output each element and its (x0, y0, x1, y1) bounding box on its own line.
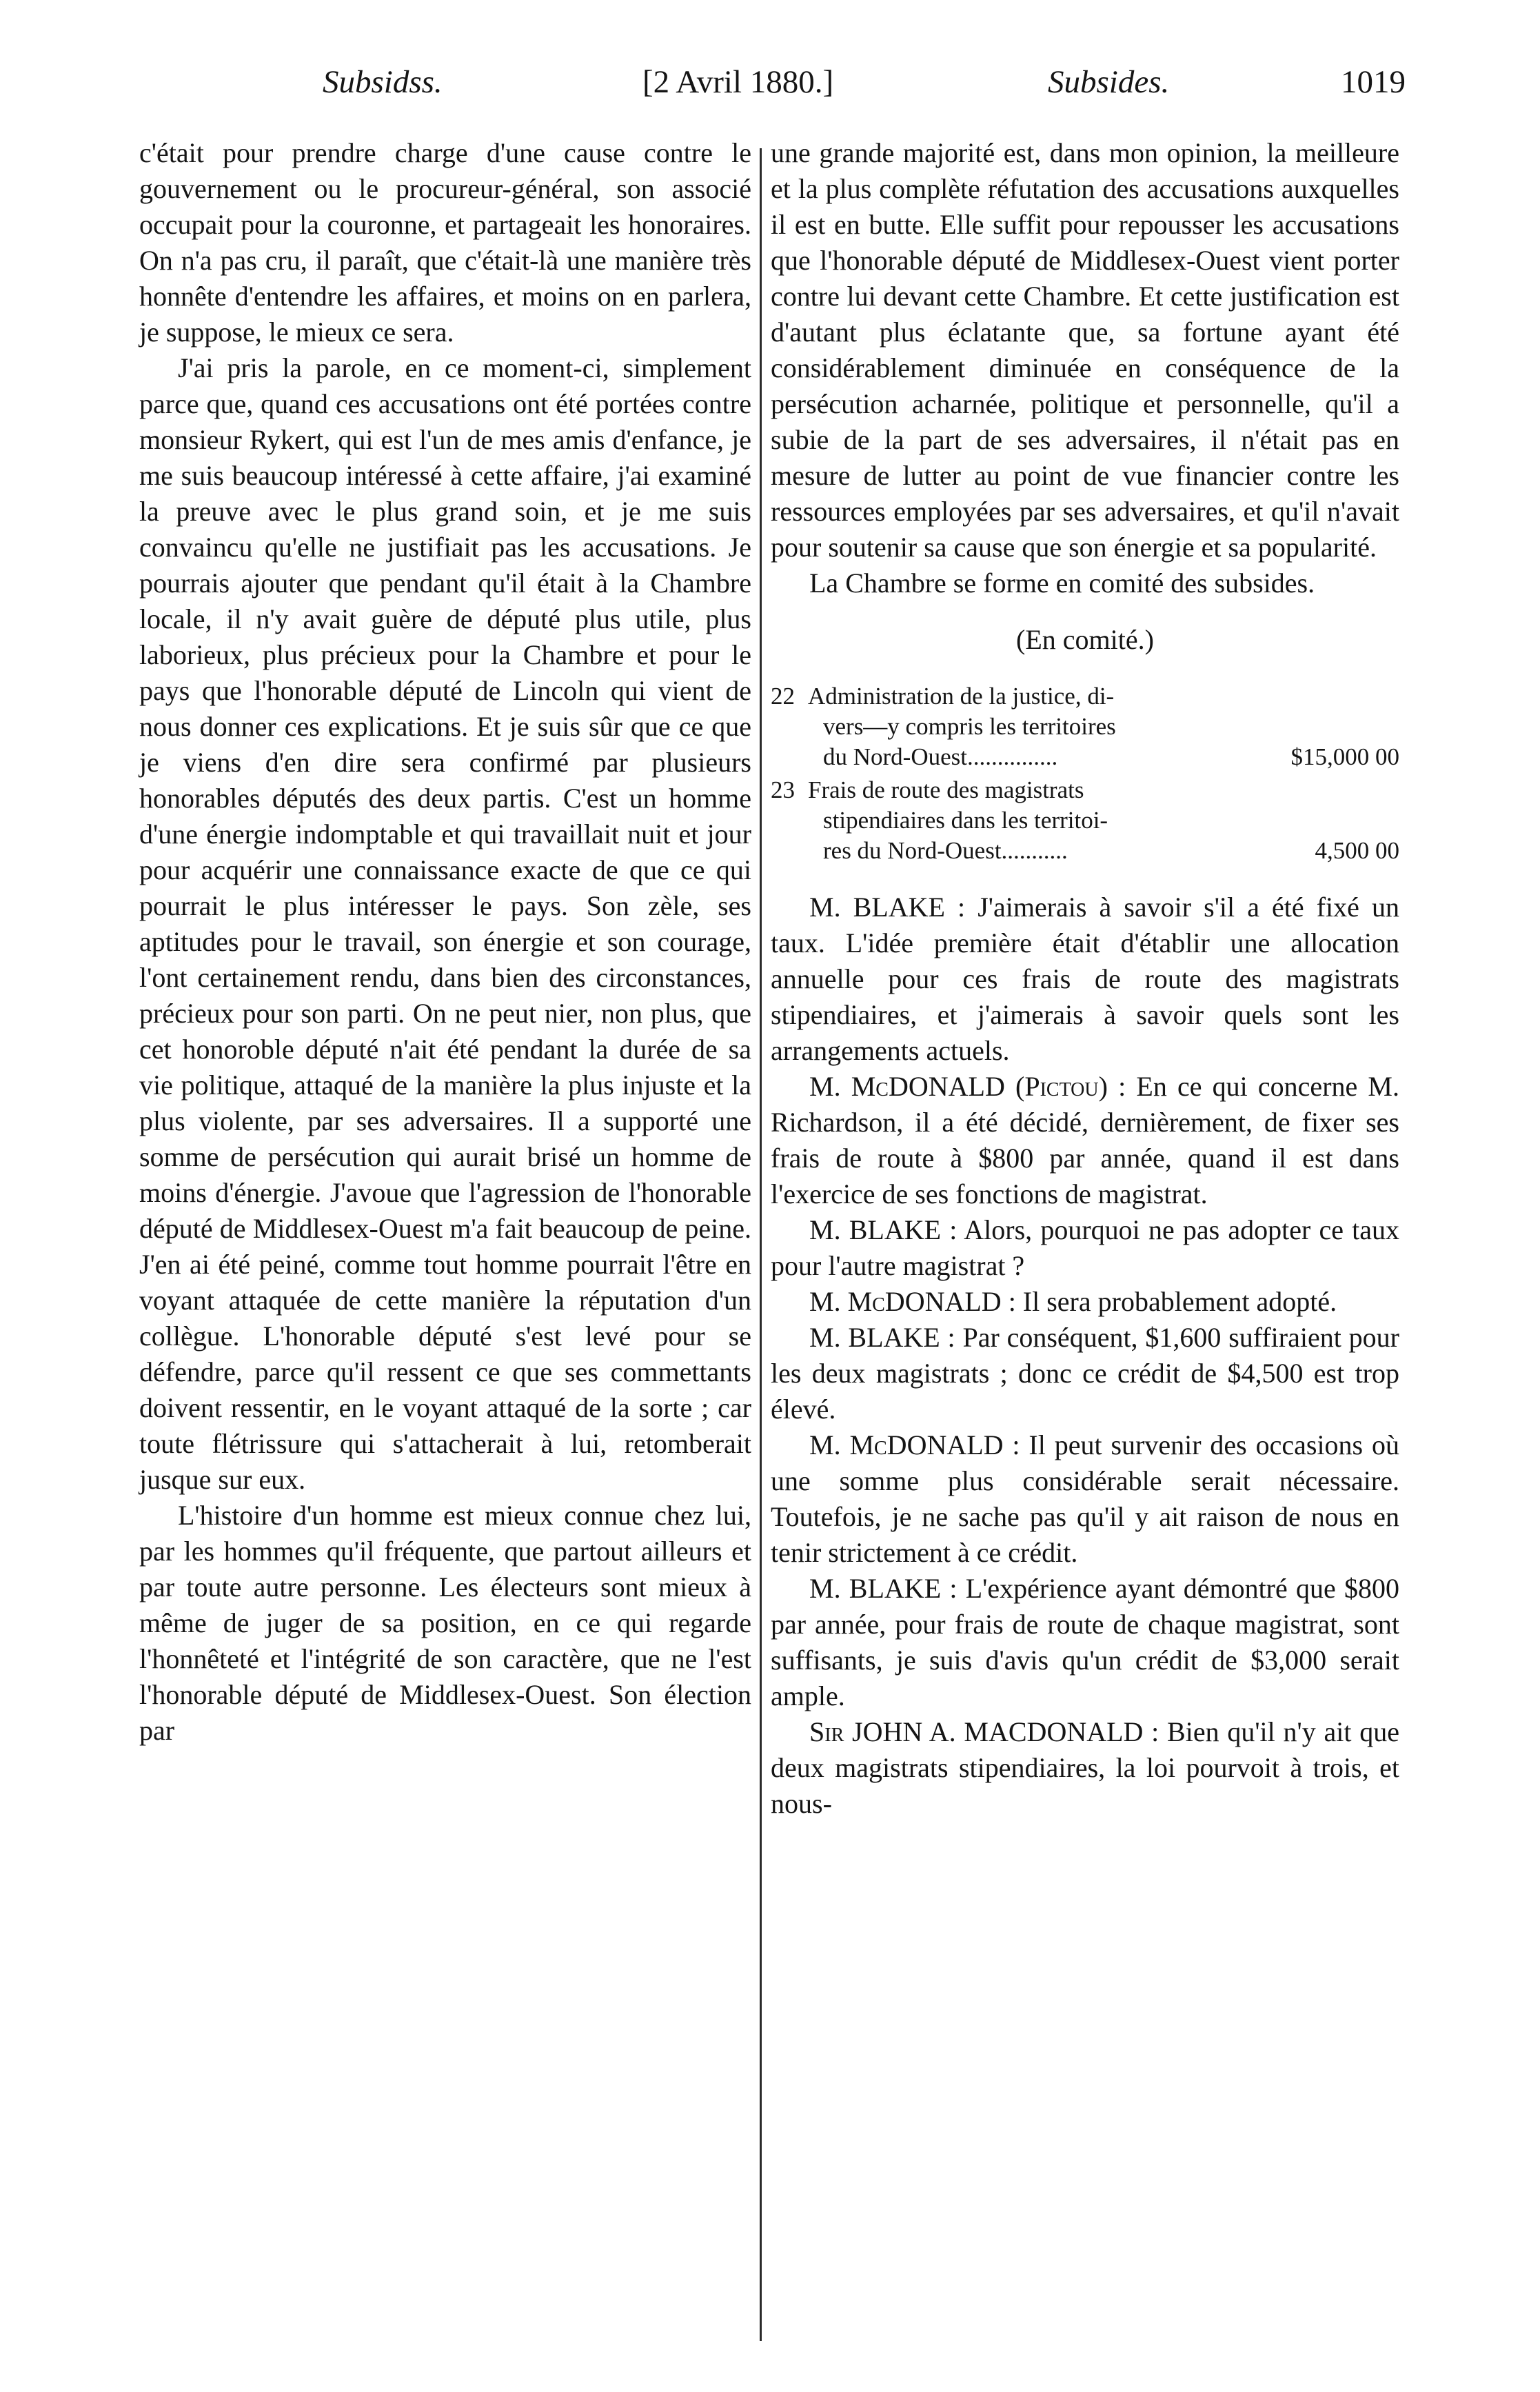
speaker-name: M. McDONALD (809, 1286, 1002, 1317)
speech-text: : Il peut survenir des occasions où une somme plus considérable serait nécessaire. Toutefois, je ne sache pas qu'il y ait raison de nous en tenir strictement à ce crédit. (771, 1429, 1399, 1568)
supply-item (771, 775, 1399, 866)
speech-text: : En ce qui concerne M. Richardson, il a été décidé, dernièrement, de fixer ses frais de route à $800 par année, quand il est dans l'exercice de ses fonctions de magistrat. (771, 1071, 1399, 1209)
paragraph: La Chambre se forme en comité des subsides. (809, 567, 1315, 599)
paragraph: L'histoire d'un homme est mieux connue chez lui, par les hommes qu'il fréquente, que partout ailleurs et par toute autre personne. Les électeurs sont mieux à même de juger de sa position, en ce qui regarde l'honnêteté et l'intégrité de son caractère, que ne l'est l'honorable député de Middlesex-Ouest. Son élection par (139, 1500, 751, 1746)
speech (771, 1427, 1399, 1571)
speech-text: : J'aimerais à savoir s'il a été fixé un taux. L'idée première était d'établir une allocation annuelle pour ces frais de route des magistrats stipendiaires, et j'aimerais à savoir quels sont les arrangements actuels. (771, 892, 1399, 1066)
paragraph: J'ai pris la parole, en ce moment-ci, simplement parce que, quand ces accusations ont été portées contre monsieur Rykert, qui est l'un de mes amis d'enfance, je me suis beaucoup intéressé à cette affaire, j'ai examiné la preuve avec le plus grand soin, et je me suis convaincu qu'elle ne justifiait pas les accusations. Je pourrais ajouter que pendant qu'il était à la Chambre locale, il n'y avait guère de député plus utile, plus laborieux, plus précieux pour la Chambre et pour le pays que l'honorable député de Lincoln qui vient de nous donner ces explications. Et je suis sûr que ce que je viens d'en dire sera confirmé par plusieurs honorables députés des deux partis. C'est un homme d'une énergie indomptable et qui travaillait nuit et jour pour acquérir une connaissance exacte de que ce qui pourrait le plus intéresser le pays. Son zèle, ses aptitudes pour le travail, son énergie et son courage, l'ont certainement rendu, dans bien des circonstances, précieux pour son parti. On ne peut nier, non plus, que cet honoroble député n'ait été pendant la durée de sa vie politique, attaqué de la manière la plus injuste et la plus violente, par ses adversaires. Il a supporté une somme de persécution qui aurait brisé un homme de moins d'énergie. J'avoue que l'agression de l'honorable député de Middlesex-Ouest m'a fait beaucoup de peine. J'en ai été peiné, comme tout homme pourrait l'être en voyant attaquée de cette manière la réputation d'un collègue. L'honorable député s'est levé pour se défendre, parce qu'il ressent ce que ses commettants doivent ressentir, en le voyant attaqué de la sorte ; car toute flétrissure qui s'attacherait à lui, retomberait jusque sur eux. (139, 352, 751, 1495)
item-line: Frais de route des magistrats (808, 776, 1084, 803)
item-number: 23 (771, 776, 795, 803)
item-amount: 4,500 00 (1315, 837, 1399, 864)
page-header (0, 63, 1540, 125)
item-line: stipendiaires dans les territoi- (823, 807, 1108, 834)
speech-text: : Bien qu'il n'y ait que deux magistrats stipendiaires, la loi pourvoit à trois, et nous- (771, 1716, 1399, 1819)
speech (771, 1714, 1399, 1822)
paragraph: c'était pour prendre charge d'une cause contre le gouvernement ou le procureur-général, son associé occupait pour la couronne, et partageait les honoraires. On n'a pas cru, il paraît, que c'était-là une manière très honnête d'entendre les affaires, et moins on en parlera, je suppose, le mieux ce sera. (139, 137, 751, 348)
item-line-with-amount (808, 836, 1399, 866)
item-line: vers—y compris les territoires (823, 713, 1116, 740)
column-divider (760, 148, 762, 2341)
item-body (808, 775, 1399, 866)
item-number: 22 (771, 683, 795, 710)
left-column (139, 135, 751, 2362)
item-line: du Nord-Ouest............... (823, 743, 1058, 770)
speech (771, 1212, 1399, 1284)
item-line-with-amount (808, 742, 1399, 772)
supply-item (771, 681, 1399, 772)
paragraph: une grande majorité est, dans mon opinion, la meilleure et la plus complète réfutation des accusations auxquelles il est en butte. Elle suffit pour repousser les accusations que l'honorable député de Middlesex-Ouest vient porter contre lui devant cette Chambre. Et cette justification est d'autant plus éclatante que, sa fortune ayant été considérablement diminuée en conséquence de la persécution acharnée, politique et personnelle, qu'il a subie de la part de ses adversaires, il n'était pas en mesure de lutter au point de vue financier contre les ressources employées par ses adversaires, et qu'il n'avait pour soutenir sa cause que son énergie et sa popularité. (771, 137, 1399, 563)
speaker-name: M. McDONALD (Pictou) (809, 1071, 1108, 1102)
speech (771, 890, 1399, 1069)
speech-text: : Alors, pourquoi ne pas adopter ce taux pour l'autre magistrat ? (771, 1214, 1399, 1281)
speaker-name: M. McDONALD (809, 1429, 1004, 1460)
speaker-name: M. BLAKE (809, 892, 945, 923)
speech-text: : Par conséquent, $1,600 suffiraient pour les deux magistrats ; donc ce crédit de $4,500 est trop élevé. (771, 1322, 1399, 1425)
speaker-name: M. BLAKE (809, 1322, 940, 1353)
speaker-name: M. BLAKE (809, 1214, 942, 1245)
header-left-title: Subsidss. (323, 64, 443, 100)
page-number: 1019 (1341, 64, 1406, 100)
supply-items (771, 681, 1399, 866)
item-line: Administration de la justice, di- (808, 683, 1115, 710)
speech-text: : Il sera probablement adopté. (1001, 1286, 1337, 1317)
item-body (808, 681, 1399, 772)
speech (771, 1320, 1399, 1427)
speaker-name: Sir JOHN A. MACDONALD (809, 1716, 1144, 1747)
speech-text: : L'expérience ayant démontré que $800 par année, pour frais de route de chaque magistrat, sont suffisants, je suis d'avis qu'un crédit de $3,000 serait ample. (771, 1573, 1400, 1711)
speaker-name: M. BLAKE (809, 1573, 942, 1604)
committee-heading: (En comité.) (1016, 624, 1154, 655)
speech (771, 1284, 1399, 1320)
right-column (771, 135, 1399, 2362)
item-line: res du Nord-Ouest........... (823, 837, 1068, 864)
header-date: [2 Avril 1880.] (642, 64, 834, 100)
speech (771, 1069, 1399, 1212)
header-right-title: Subsides. (1048, 64, 1170, 100)
item-amount: $15,000 00 (1290, 743, 1399, 770)
speech (771, 1571, 1399, 1714)
